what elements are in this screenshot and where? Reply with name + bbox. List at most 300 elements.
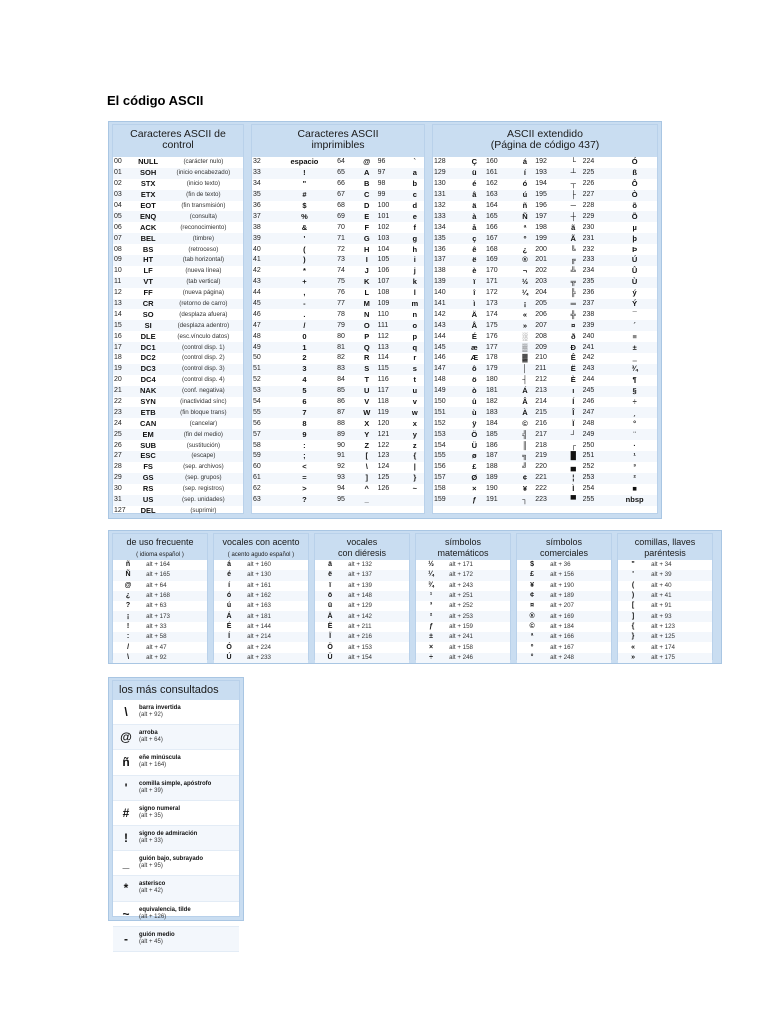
char-symbol: ± — [612, 342, 657, 353]
code-number: 158 — [434, 485, 446, 493]
code-number: 176 — [486, 332, 498, 340]
table-row — [433, 397, 657, 408]
char-symbol: ® — [516, 255, 535, 266]
alt-code: alt + 248 — [547, 653, 611, 663]
char-name: signo de admiración — [139, 831, 198, 838]
code-number: 84 — [337, 376, 345, 384]
char-symbol: Z — [364, 440, 370, 450]
table-row — [113, 386, 243, 397]
char-symbol: £ — [517, 570, 547, 580]
char-symbol: ß — [612, 168, 657, 179]
shortcut-table-title: vocales con acento — [222, 537, 300, 547]
char-symbol: ( — [631, 581, 635, 589]
char-symbol: N — [364, 309, 370, 319]
char-symbol: ƒ — [429, 622, 433, 630]
char-symbol: § — [612, 386, 657, 397]
char-symbol: ┐ — [516, 495, 535, 506]
table-row — [433, 222, 657, 233]
alt-code: alt + 161 — [247, 581, 271, 589]
char-symbol: 2 — [302, 353, 307, 363]
char-symbol: Ð — [565, 342, 582, 353]
char-symbol: ╩ — [570, 266, 576, 276]
shortcut-table-subtitle: con diéresis — [337, 548, 387, 558]
char-symbol: Ï — [315, 632, 345, 642]
char-symbol: ¼ — [416, 570, 446, 580]
table-row — [315, 560, 409, 570]
char-symbol: ò — [464, 386, 485, 397]
code-number: 135 — [433, 233, 464, 244]
alt-code: alt + 189 — [547, 591, 611, 601]
char-symbol: B — [364, 179, 370, 189]
char-symbol: W — [357, 407, 377, 418]
char-symbol: ï — [464, 277, 485, 288]
code-number: 190 — [486, 485, 498, 493]
char-symbol: Ë — [327, 622, 333, 630]
char-symbol: LF — [143, 266, 153, 276]
char-symbol: Ù — [612, 277, 657, 288]
char-symbol: ┼ — [565, 211, 582, 222]
char-name: guión medio — [139, 931, 175, 938]
char-symbol: ? — [273, 495, 336, 506]
alt-code: alt + 125 — [648, 632, 712, 642]
char-symbol: Ê — [570, 353, 576, 363]
char-symbol: n — [412, 309, 418, 319]
char-symbol: ô — [464, 364, 485, 375]
code-number: 179 — [485, 364, 516, 375]
char-symbol: ã — [571, 222, 576, 232]
code-number: 72 — [337, 245, 345, 253]
table-row — [113, 484, 243, 495]
char-info — [139, 856, 203, 870]
char-symbol: ═ — [565, 299, 582, 310]
code-number: 107 — [377, 277, 406, 288]
alt-code: alt + 58 — [143, 632, 207, 642]
char-description: (fin transmisión) — [181, 202, 226, 209]
code-number: 240 — [582, 332, 595, 340]
table-row — [252, 320, 424, 331]
char-name: signo numeral — [139, 805, 181, 812]
code-number: 83 — [336, 364, 357, 375]
char-symbol: Ñ — [113, 570, 143, 580]
char-description: (timbre) — [164, 233, 243, 244]
char-info — [139, 806, 180, 820]
alt-code: alt + 169 — [547, 611, 611, 621]
code-number: 187 — [485, 451, 516, 462]
table-row — [433, 190, 657, 201]
char-symbol: Ë — [565, 364, 582, 375]
code-number: 227 — [582, 190, 613, 201]
code-number: 137 — [433, 255, 464, 266]
list-item — [113, 801, 239, 826]
char-symbol: ¤ — [565, 320, 582, 331]
code-number: 48 — [253, 332, 261, 340]
char-symbol: ╠ — [570, 288, 576, 298]
char-symbol: ¢ — [516, 473, 535, 484]
char-symbol: @ — [124, 581, 132, 589]
alt-code: alt + 175 — [648, 653, 712, 663]
table-row — [315, 642, 409, 652]
printable-header-line2: imprimibles — [311, 139, 365, 151]
char-symbol: CR — [132, 299, 163, 310]
char-symbol: ~ — [122, 906, 130, 921]
char-symbol: } — [406, 473, 424, 484]
table-row — [517, 570, 611, 580]
char-symbol: æ — [464, 342, 485, 353]
alt-code: alt + 241 — [446, 632, 510, 642]
char-symbol: þ — [612, 233, 657, 244]
char-symbol: 1 — [273, 342, 336, 353]
table-row — [113, 632, 207, 642]
char-symbol: FS — [143, 462, 153, 472]
char-description: (tab horizontal) — [164, 255, 243, 266]
code-number: 180 — [486, 376, 498, 384]
code-number: 224 — [582, 158, 595, 166]
alt-code: alt + 164 — [146, 561, 170, 569]
code-number: 62 — [253, 485, 261, 493]
code-number: 16 — [114, 332, 122, 340]
table-row — [315, 591, 409, 601]
char-symbol: ó — [214, 591, 244, 601]
page-title: El código ASCII — [107, 93, 204, 108]
table-row — [113, 277, 243, 288]
table-row — [252, 353, 424, 364]
char-symbol: ┴ — [565, 168, 582, 179]
code-number: 141 — [433, 299, 464, 310]
char-symbol: á — [522, 157, 528, 167]
code-number: 51 — [252, 364, 273, 375]
char-description: (desplaza adentro) — [164, 320, 243, 331]
list-item — [113, 750, 239, 775]
code-number: 232 — [582, 245, 595, 253]
char-description: (sep. grupos) — [164, 473, 243, 484]
table-row — [252, 440, 424, 451]
table-row — [433, 440, 657, 451]
char-symbol: / — [127, 643, 130, 651]
table-row — [214, 591, 308, 601]
control-grid — [113, 157, 243, 516]
code-number: 183 — [485, 407, 516, 418]
char-symbol: ▀ — [565, 495, 582, 506]
table-row — [113, 418, 243, 429]
shortcut-table-title: símbolos — [545, 537, 582, 547]
table-row — [433, 168, 657, 179]
code-number: 10 — [114, 267, 122, 275]
code-number: 138 — [434, 267, 446, 275]
list-item — [113, 902, 239, 927]
code-number: 40 — [253, 245, 261, 253]
code-number: 34 — [253, 180, 261, 188]
code-number: 223 — [534, 495, 565, 506]
code-number: 70 — [337, 223, 345, 231]
code-number: 04 — [114, 202, 122, 209]
char-symbol: Ø — [464, 473, 485, 484]
char-symbol: │ — [516, 364, 535, 375]
table-row — [618, 570, 712, 580]
extended-chars-table — [432, 124, 658, 514]
table-row — [433, 157, 657, 168]
code-number: 171 — [485, 277, 516, 288]
char-symbol: ■ — [632, 484, 637, 494]
code-number: 189 — [485, 473, 516, 484]
alt-code: alt + 162 — [244, 591, 308, 601]
char-symbol: ║ — [522, 440, 528, 450]
char-name: asterisco — [139, 881, 166, 888]
table-row — [252, 418, 424, 429]
alt-code: alt + 224 — [247, 643, 271, 651]
shortcut-table — [516, 533, 612, 660]
code-number: 238 — [582, 310, 595, 318]
table-row — [433, 179, 657, 190]
char-symbol: EOT — [140, 201, 156, 210]
table-row — [315, 632, 409, 642]
code-number: 191 — [485, 495, 516, 506]
char-symbol: ÷ — [416, 653, 446, 663]
char-symbol: espacio — [290, 157, 319, 167]
code-number: 164 — [486, 202, 498, 209]
list-item — [113, 851, 239, 876]
code-number: 236 — [582, 289, 595, 297]
char-description: (control disp. 1) — [164, 342, 243, 353]
alt-code: alt + 174 — [651, 643, 675, 651]
code-number: 68 — [337, 202, 345, 209]
code-number: 134 — [434, 223, 446, 231]
char-symbol: ä — [472, 201, 477, 210]
alt-code: alt + 156 — [547, 570, 611, 580]
control-header — [113, 125, 243, 157]
code-number: 129 — [433, 168, 464, 179]
char-symbol: ╝ — [522, 462, 528, 472]
char-symbol: ¥ — [522, 484, 528, 494]
code-number: 118 — [377, 398, 389, 406]
code-number: 209 — [534, 342, 565, 353]
char-symbol: à — [464, 211, 485, 222]
code-number: 102 — [377, 223, 390, 231]
char-symbol: ! — [273, 168, 336, 179]
table-row — [252, 255, 424, 266]
char-symbol: ░ — [522, 331, 528, 341]
table-row — [618, 653, 712, 663]
char-symbol: ú — [226, 602, 232, 610]
code-number: 45 — [252, 299, 273, 310]
code-number: 245 — [582, 386, 613, 397]
table-row — [618, 591, 712, 601]
char-symbol: r — [413, 353, 417, 363]
table-row — [433, 429, 657, 440]
extended-header-line2: (Página de código 437) — [490, 139, 600, 151]
table-row — [252, 429, 424, 440]
char-symbol: █ — [565, 451, 582, 462]
char-symbol: ü — [327, 602, 333, 610]
code-number: 79 — [336, 320, 357, 331]
shortcut-table-header — [315, 534, 409, 560]
code-number: 02 — [114, 180, 122, 188]
code-number: 251 — [582, 451, 613, 462]
char-symbol: ¯ — [632, 309, 637, 319]
code-number: 212 — [535, 376, 547, 384]
table-row — [113, 266, 243, 277]
char-symbol: ACK — [139, 222, 157, 232]
alt-code: alt + 130 — [244, 570, 308, 580]
code-number: 217 — [534, 429, 565, 440]
alt-code: (alt + 42) — [139, 888, 163, 895]
alt-code: alt + 168 — [143, 591, 207, 601]
char-symbol: e — [406, 211, 424, 222]
char-symbol: ) — [618, 591, 648, 601]
table-row — [214, 622, 308, 632]
code-number: 38 — [253, 223, 261, 231]
char-symbol: G — [357, 233, 377, 244]
char-symbol: Î — [565, 407, 582, 418]
char-symbol: V — [364, 397, 370, 407]
table-row — [252, 266, 424, 277]
code-number: 122 — [377, 441, 390, 449]
table-row — [252, 309, 424, 320]
table-row — [517, 642, 611, 652]
table-row — [416, 560, 510, 570]
char-symbol: ¿ — [522, 244, 528, 254]
char-symbol: 6 — [302, 397, 307, 407]
table-row — [113, 581, 207, 591]
code-number: 05 — [113, 211, 132, 222]
char-symbol: SYN — [140, 397, 156, 407]
code-number: 133 — [433, 211, 464, 222]
char-description: (sustitución) — [186, 441, 221, 449]
char-symbol: SI — [132, 320, 163, 331]
alt-code: alt + 214 — [244, 632, 308, 642]
table-row — [433, 331, 657, 342]
table-row — [214, 611, 308, 621]
code-number: 12 — [114, 289, 122, 297]
code-number: 60 — [253, 463, 261, 471]
code-number: 69 — [336, 211, 357, 222]
table-row — [315, 653, 409, 663]
code-number: 247 — [582, 407, 613, 418]
code-number: 112 — [377, 332, 389, 340]
table-row — [113, 309, 243, 320]
char-symbol: J — [364, 266, 369, 276]
code-number — [377, 495, 406, 506]
char-symbol: X — [364, 418, 370, 428]
char-symbol: R — [364, 353, 370, 363]
shortcut-table — [112, 533, 208, 660]
char-symbol: * — [123, 881, 129, 896]
char-symbol: T — [364, 375, 370, 385]
char-description: (suprimir) — [190, 506, 217, 514]
code-number: 14 — [114, 310, 122, 318]
table-row — [416, 632, 510, 642]
char-symbol: å — [472, 222, 477, 232]
extended-grid — [433, 157, 657, 506]
char-info — [139, 755, 181, 769]
code-number: 167 — [485, 233, 516, 244]
code-number: 96 — [377, 158, 386, 166]
code-number: 127 — [114, 506, 126, 514]
shortcut-table — [617, 533, 713, 660]
char-symbol: ì — [464, 299, 485, 310]
char-symbol: [ — [357, 451, 377, 462]
table-row — [433, 353, 657, 364]
code-number: 186 — [486, 441, 498, 449]
code-number: 105 — [377, 255, 406, 266]
char-symbol: Ú — [612, 255, 657, 266]
alt-code: (alt + 126) — [139, 913, 167, 920]
code-number: 181 — [485, 386, 516, 397]
char-symbol: F — [364, 222, 370, 232]
shortcut-table-subtitle: matemáticos — [437, 548, 489, 558]
code-number: 166 — [486, 223, 498, 231]
char-symbol: = — [273, 473, 336, 484]
alt-code: alt + 40 — [651, 581, 672, 589]
shortcut-grid — [416, 560, 510, 663]
char-symbol: ¡ — [113, 611, 143, 621]
code-number: 111 — [377, 320, 406, 331]
code-number: 25 — [113, 429, 132, 440]
alt-code: alt + 243 — [449, 581, 473, 589]
char-symbol: ETX — [132, 190, 163, 201]
table-row — [433, 309, 657, 320]
code-number: 00 — [114, 158, 122, 166]
char-symbol: Â — [522, 397, 528, 407]
char-symbol: è — [472, 266, 477, 276]
table-row — [252, 299, 424, 310]
char-description: (esc.vínculo datos) — [177, 332, 230, 340]
char-symbol: « — [522, 309, 528, 319]
code-number: 18 — [114, 354, 122, 362]
char-symbol: / — [273, 320, 336, 331]
char-symbol: ³ — [633, 462, 636, 472]
code-number: 185 — [485, 429, 516, 440]
char-name: arroba — [139, 730, 158, 737]
char-symbol: a — [406, 168, 424, 179]
char-symbol: ├ — [565, 190, 582, 201]
char-name: comilla simple, apóstrofo — [139, 780, 212, 787]
code-number: 54 — [253, 398, 261, 406]
code-number: 50 — [253, 354, 261, 362]
char-symbol: é — [472, 179, 477, 189]
char-symbol: CAN — [139, 418, 157, 428]
code-number: 239 — [582, 320, 613, 331]
code-number: 121 — [377, 429, 406, 440]
table-row — [252, 375, 424, 386]
alt-code: alt + 47 — [146, 643, 167, 651]
char-symbol: Ç — [471, 157, 478, 167]
char-symbol: ; — [273, 451, 336, 462]
table-row — [113, 506, 243, 517]
char-symbol: 8 — [302, 418, 307, 428]
char-info — [139, 730, 163, 744]
code-number: 214 — [535, 398, 547, 406]
table-row — [252, 495, 424, 506]
char-symbol: i — [406, 255, 424, 266]
char-symbol: ( — [303, 244, 306, 254]
table-row — [113, 288, 243, 299]
table-row — [517, 601, 611, 611]
char-symbol: o — [406, 320, 424, 331]
char-symbol: : — [303, 440, 306, 450]
code-number: 63 — [252, 495, 273, 506]
table-row — [416, 642, 510, 652]
char-symbol: L — [364, 288, 370, 298]
code-number: 136 — [434, 245, 446, 253]
extended-header — [433, 125, 657, 157]
table-row — [113, 375, 243, 386]
table-row — [214, 560, 308, 570]
code-number: 204 — [535, 289, 547, 297]
char-symbol: Ó — [226, 643, 232, 651]
code-number: 230 — [582, 223, 595, 231]
table-row — [252, 157, 424, 168]
most-consulted-table — [112, 680, 240, 946]
